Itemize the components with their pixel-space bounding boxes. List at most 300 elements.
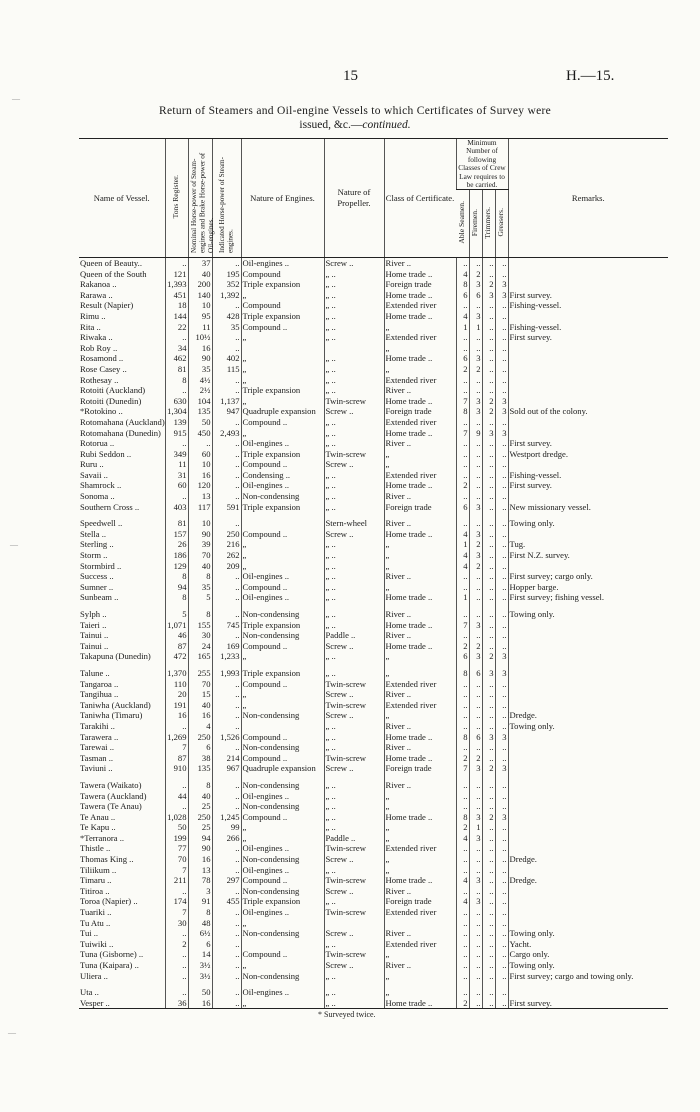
table-cell: Thomas King .. xyxy=(80,854,134,865)
col-header-firemen: Firemen. xyxy=(469,190,482,258)
table-cell: 77 xyxy=(165,843,188,854)
table-cell: Screw .. xyxy=(324,258,384,269)
table-cell: 6 xyxy=(456,290,469,301)
table-cell: .. xyxy=(212,742,241,753)
table-cell: 40 xyxy=(188,791,212,802)
table-cell: Compound .. xyxy=(241,679,324,690)
table-cell: „ .. xyxy=(324,609,384,620)
table-cell: .. xyxy=(482,886,495,897)
table-cell: 250 xyxy=(188,732,212,743)
table-cell: .. xyxy=(482,269,495,280)
table-cell: 60 xyxy=(188,449,212,460)
table-cell: Home trade .. xyxy=(384,353,456,364)
table-cell: First survey. xyxy=(508,290,668,301)
table-cell: Compound .. xyxy=(241,875,324,886)
table-cell: 8 xyxy=(165,375,188,386)
table-cell: .. xyxy=(469,998,482,1009)
table-cell: 110 xyxy=(165,679,188,690)
table-cell: 3 xyxy=(469,812,482,823)
table-cell: Home trade .. xyxy=(384,269,456,280)
table-cell: 50 xyxy=(165,822,188,833)
table-cell: .. xyxy=(469,480,482,491)
table-cell xyxy=(508,843,668,854)
table-cell: .. xyxy=(482,539,495,550)
table-cell: 78 xyxy=(188,875,212,886)
table-cell: 1,245 xyxy=(212,812,241,823)
table-cell: .. xyxy=(469,791,482,802)
table-cell: „ xyxy=(384,343,456,354)
table-cell: 135 xyxy=(188,406,212,417)
table-cell: River .. xyxy=(384,630,456,641)
table-cell: 4 xyxy=(456,561,469,572)
table-row xyxy=(79,609,668,620)
table-cell: Uta .. xyxy=(80,987,99,998)
table-cell: 169 xyxy=(212,641,241,652)
table-cell: 10 xyxy=(188,300,212,311)
table-cell: .. xyxy=(456,987,469,998)
table-row xyxy=(79,322,668,333)
table-cell: .. xyxy=(456,609,469,620)
table-cell: .. xyxy=(495,592,508,603)
vessels-table-body xyxy=(79,258,668,1009)
table-cell: .. xyxy=(495,833,508,844)
table-cell: .. xyxy=(482,375,495,386)
table-cell: Home trade .. xyxy=(384,620,456,631)
table-cell: Timaru .. xyxy=(80,875,112,886)
table-cell: Tuna (Gisborne) .. xyxy=(80,949,144,960)
table-cell: .. xyxy=(469,438,482,449)
table-row xyxy=(79,791,668,802)
table-cell: 3 xyxy=(469,875,482,886)
table-cell: 3 xyxy=(469,502,482,513)
table-cell: „ xyxy=(384,854,456,865)
table-row xyxy=(79,960,668,971)
table-cell: Home trade .. xyxy=(384,529,456,540)
table-cell: Compound xyxy=(241,300,324,311)
table-cell: „ .. xyxy=(324,322,384,333)
table-cell: .. xyxy=(482,364,495,375)
table-cell: Tawera (Auckland) xyxy=(80,790,147,801)
table-row xyxy=(79,812,668,823)
table-cell: 1,071 xyxy=(165,620,188,631)
table-cell: Non-condensing xyxy=(241,854,324,865)
table-cell: 2 xyxy=(456,641,469,652)
table-cell: 6 xyxy=(469,290,482,301)
table-cell: .. xyxy=(495,529,508,540)
col-header-trimmers: Trimmers. xyxy=(482,190,495,258)
table-cell: .. xyxy=(212,332,241,343)
table-cell: .. xyxy=(495,700,508,711)
table-row xyxy=(79,561,668,572)
table-cell: 3 xyxy=(495,428,508,439)
table-cell: 50 xyxy=(188,987,212,998)
table-cell: 266 xyxy=(212,833,241,844)
table-cell: 250 xyxy=(188,812,212,823)
table-cell: 462 xyxy=(165,353,188,364)
table-cell: 186 xyxy=(165,550,188,561)
table-cell: .. xyxy=(495,561,508,572)
table-cell: 8 xyxy=(188,571,212,582)
table-cell: 87 xyxy=(165,753,188,764)
table-cell: Oil-engines .. xyxy=(241,843,324,854)
table-cell: 87 xyxy=(165,641,188,652)
table-cell: .. xyxy=(495,353,508,364)
table-cell: 8 xyxy=(456,812,469,823)
table-cell: 18 xyxy=(165,300,188,311)
table-cell: Tasman .. xyxy=(80,752,114,763)
table-cell: .. xyxy=(482,258,495,269)
table-cell: „ .. xyxy=(324,971,384,982)
table-cell: Taviuni .. xyxy=(80,763,113,774)
table-cell: Oil-engines .. xyxy=(241,438,324,449)
table-cell: 1 xyxy=(469,322,482,333)
table-row xyxy=(79,480,668,491)
table-cell: .. xyxy=(482,417,495,428)
table-cell: Tui .. xyxy=(80,928,99,939)
table-cell: .. xyxy=(495,470,508,481)
table-cell: 8 xyxy=(188,609,212,620)
table-cell: .. xyxy=(212,987,241,998)
table-cell: Triple expansion xyxy=(241,279,324,290)
table-cell: River .. xyxy=(384,438,456,449)
table-cell: .. xyxy=(469,710,482,721)
col-header-propeller: Nature of Propeller. xyxy=(324,139,384,258)
document-reference: H.—15. xyxy=(566,68,615,84)
table-cell: .. xyxy=(482,592,495,603)
page-header xyxy=(0,68,700,90)
table-cell: .. xyxy=(495,907,508,918)
table-cell: .. xyxy=(495,939,508,950)
table-cell: Fishing-vessel. xyxy=(508,322,668,333)
table-cell: .. xyxy=(482,343,495,354)
table-cell: „ xyxy=(241,375,324,386)
table-cell: Titiroa .. xyxy=(80,885,110,896)
table-cell: Tug. xyxy=(508,539,668,550)
table-cell: .. xyxy=(482,518,495,529)
table-cell: .. xyxy=(456,689,469,700)
table-cell: 3 xyxy=(482,290,495,301)
table-cell: „ .. xyxy=(324,417,384,428)
table-cell: Compound .. xyxy=(241,641,324,652)
table-cell: 4 xyxy=(456,311,469,322)
table-cell: 3 xyxy=(495,396,508,407)
table-row xyxy=(79,987,668,998)
table-cell: 6 xyxy=(469,668,482,679)
table-cell: .. xyxy=(469,843,482,854)
table-cell: .. xyxy=(469,679,482,690)
table-cell: 8 xyxy=(456,732,469,743)
table-cell: .. xyxy=(495,311,508,322)
table-cell: Tu Atu .. xyxy=(80,917,111,928)
table-cell: Foreign trade xyxy=(384,502,456,513)
table-cell: .. xyxy=(212,907,241,918)
table-cell: 255 xyxy=(188,668,212,679)
table-cell: .. xyxy=(456,571,469,582)
table-cell: 9 xyxy=(469,428,482,439)
table-cell xyxy=(508,529,668,540)
table-cell: .. xyxy=(482,300,495,311)
table-cell: .. xyxy=(456,491,469,502)
table-cell: .. xyxy=(212,375,241,386)
table-cell: .. xyxy=(212,780,241,791)
table-row xyxy=(79,417,668,428)
table-cell: .. xyxy=(469,939,482,950)
table-cell: River .. xyxy=(384,385,456,396)
table-cell: Extended river xyxy=(384,939,456,950)
table-cell: „ xyxy=(241,332,324,343)
table-row xyxy=(79,801,668,812)
table-row xyxy=(79,502,668,513)
table-cell: 2 xyxy=(469,269,482,280)
table-cell: .. xyxy=(456,721,469,732)
table-cell: 70 xyxy=(188,679,212,690)
table-cell: .. xyxy=(469,385,482,396)
table-cell: Rose Casey .. xyxy=(80,363,127,374)
table-cell: .. xyxy=(495,609,508,620)
table-cell: „ .. xyxy=(324,582,384,593)
table-cell: Screw .. xyxy=(324,928,384,939)
table-cell: .. xyxy=(482,459,495,470)
table-cell: Quadruple expansion xyxy=(241,406,324,417)
table-cell: Paddle .. xyxy=(324,630,384,641)
table-cell: 2 xyxy=(482,396,495,407)
table-cell: .. xyxy=(165,949,188,960)
table-cell: 139 xyxy=(165,417,188,428)
table-cell: .. xyxy=(495,491,508,502)
table-cell: Extended river xyxy=(384,375,456,386)
table-cell: 6 xyxy=(188,742,212,753)
table-cell: .. xyxy=(482,987,495,998)
table-cell: 3 xyxy=(469,620,482,631)
table-cell: 2 xyxy=(482,279,495,290)
table-cell: Rosamond .. xyxy=(80,353,124,364)
table-cell: 1,393 xyxy=(165,279,188,290)
table-cell: Result (Napier) xyxy=(80,300,134,311)
table-cell: River .. xyxy=(384,609,456,620)
table-row xyxy=(79,269,668,280)
table-cell: Savaii .. xyxy=(80,469,108,480)
table-cell: .. xyxy=(469,721,482,732)
table-row xyxy=(79,539,668,550)
table-cell: 428 xyxy=(212,311,241,322)
table-cell xyxy=(508,417,668,428)
table-row xyxy=(79,550,668,561)
table-cell: .. xyxy=(482,939,495,950)
table-cell: .. xyxy=(212,630,241,641)
table-cell: .. xyxy=(495,822,508,833)
col-header-able-seamen: Able Seamen. xyxy=(456,190,469,258)
col-header-tons: Tons Register. xyxy=(165,139,188,258)
table-cell: .. xyxy=(469,949,482,960)
table-row xyxy=(79,438,668,449)
table-cell: .. xyxy=(212,438,241,449)
table-cell: 7 xyxy=(456,763,469,774)
vessels-table xyxy=(79,138,668,1009)
table-cell: .. xyxy=(212,918,241,929)
table-cell: 4 xyxy=(456,896,469,907)
table-cell: .. xyxy=(212,865,241,876)
table-cell: 25 xyxy=(188,801,212,812)
table-cell: .. xyxy=(482,865,495,876)
table-cell: „ .. xyxy=(324,987,384,998)
table-cell: 1,028 xyxy=(165,812,188,823)
table-cell xyxy=(508,343,668,354)
table-cell: 38 xyxy=(188,753,212,764)
table-cell: .. xyxy=(495,960,508,971)
table-cell xyxy=(508,311,668,322)
table-cell: „ .. xyxy=(324,279,384,290)
table-cell: Twin-screw xyxy=(324,843,384,854)
table-cell: River .. xyxy=(384,491,456,502)
table-cell: Tiliikum .. xyxy=(80,864,117,875)
table-row xyxy=(79,620,668,631)
table-cell: Twin-screw xyxy=(324,679,384,690)
table-cell: River .. xyxy=(384,886,456,897)
table-cell: .. xyxy=(469,987,482,998)
table-cell: Compound .. xyxy=(241,322,324,333)
table-cell: .. xyxy=(482,353,495,364)
table-cell: 3 xyxy=(495,732,508,743)
table-cell: Toroa (Napier) .. xyxy=(80,896,138,907)
table-cell: 35 xyxy=(212,322,241,333)
table-cell: 3 xyxy=(469,896,482,907)
table-cell: Home trade .. xyxy=(384,753,456,764)
table-cell xyxy=(508,651,668,662)
table-cell: „ .. xyxy=(324,801,384,812)
table-cell: .. xyxy=(456,886,469,897)
table-cell: .. xyxy=(482,896,495,907)
table-cell: .. xyxy=(456,343,469,354)
table-cell: .. xyxy=(495,689,508,700)
table-cell: 95 xyxy=(188,311,212,322)
table-cell: 967 xyxy=(212,763,241,774)
table-cell: .. xyxy=(482,322,495,333)
table-cell: „ .. xyxy=(324,791,384,802)
table-cell: .. xyxy=(495,375,508,386)
table-cell: .. xyxy=(495,865,508,876)
table-cell: Rothesay .. xyxy=(80,374,119,385)
table-cell: Oil-engines .. xyxy=(241,571,324,582)
table-cell: .. xyxy=(456,459,469,470)
table-cell: .. xyxy=(212,721,241,732)
table-cell xyxy=(508,833,668,844)
table-cell: Paddle .. xyxy=(324,833,384,844)
table-cell: .. xyxy=(482,907,495,918)
table-cell: 50 xyxy=(188,417,212,428)
table-cell: 16 xyxy=(188,470,212,481)
table-cell: .. xyxy=(165,801,188,812)
table-cell: .. xyxy=(456,843,469,854)
table-cell xyxy=(324,918,384,929)
table-cell: Extended river xyxy=(384,679,456,690)
table-cell: .. xyxy=(482,470,495,481)
table-cell: *Rotokino .. xyxy=(80,406,123,417)
table-cell: .. xyxy=(212,949,241,960)
table-cell: 1 xyxy=(456,539,469,550)
table-cell xyxy=(508,763,668,774)
table-cell: 297 xyxy=(212,875,241,886)
table-cell: .. xyxy=(212,939,241,950)
table-cell: .. xyxy=(482,311,495,322)
table-cell: 3 xyxy=(469,550,482,561)
table-cell: „ xyxy=(241,353,324,364)
table-cell: Tawera (Te Anau) xyxy=(80,801,142,812)
table-cell xyxy=(508,780,668,791)
table-cell: „ xyxy=(241,833,324,844)
table-cell: .. xyxy=(165,332,188,343)
table-cell: 915 xyxy=(165,428,188,439)
table-cell: .. xyxy=(165,385,188,396)
table-cell: .. xyxy=(469,801,482,812)
table-cell: 4½ xyxy=(188,375,212,386)
table-cell: .. xyxy=(456,630,469,641)
table-cell: 3 xyxy=(482,732,495,743)
table-cell: 20 xyxy=(165,689,188,700)
table-cell: .. xyxy=(495,539,508,550)
table-cell: „ .. xyxy=(324,822,384,833)
table-cell xyxy=(508,491,668,502)
table-cell: Westport dredge. xyxy=(508,449,668,460)
table-cell: Stormbird .. xyxy=(80,560,122,571)
table-cell: Fishing-vessel. xyxy=(508,300,668,311)
table-cell: 135 xyxy=(188,763,212,774)
table-cell: .. xyxy=(495,875,508,886)
table-cell: River .. xyxy=(384,928,456,939)
table-cell: Oil-engines .. xyxy=(241,865,324,876)
table-cell: 44 xyxy=(165,791,188,802)
table-cell: .. xyxy=(482,753,495,764)
table-cell: 1,526 xyxy=(212,732,241,743)
table-cell: „ xyxy=(241,700,324,711)
table-cell: Home trade .. xyxy=(384,396,456,407)
table-cell: .. xyxy=(469,960,482,971)
table-cell: Tuna (Kaipara) .. xyxy=(80,960,139,970)
table-cell: 16 xyxy=(188,998,212,1009)
table-row xyxy=(79,396,668,407)
table-cell xyxy=(241,518,324,529)
table-cell: 13 xyxy=(188,491,212,502)
table-row xyxy=(79,385,668,396)
table-cell: 36 xyxy=(165,998,188,1009)
table-cell: .. xyxy=(495,343,508,354)
table-cell: Rob Roy .. xyxy=(80,342,118,353)
table-cell: „ xyxy=(241,651,324,662)
table-cell: .. xyxy=(482,529,495,540)
table-cell: Taniwha (Timaru) xyxy=(80,710,143,721)
table-row xyxy=(79,742,668,753)
table-cell: 4 xyxy=(456,529,469,540)
table-cell: 4 xyxy=(456,550,469,561)
table-row xyxy=(79,364,668,375)
table-cell: 6 xyxy=(456,502,469,513)
col-header-engines: Nature of Engines. xyxy=(241,139,324,258)
table-cell: .. xyxy=(165,258,188,269)
table-cell: 90 xyxy=(188,353,212,364)
table-cell: .. xyxy=(165,886,188,897)
table-cell: „ .. xyxy=(324,332,384,343)
table-row xyxy=(79,721,668,732)
table-cell: .. xyxy=(212,710,241,721)
table-cell: .. xyxy=(482,780,495,791)
table-row xyxy=(79,592,668,603)
table-cell: 451 xyxy=(165,290,188,301)
table-cell: 450 xyxy=(188,428,212,439)
table-row xyxy=(79,641,668,652)
table-cell: „ xyxy=(384,550,456,561)
table-cell: 16 xyxy=(165,710,188,721)
table-cell: .. xyxy=(456,949,469,960)
table-cell: „ .. xyxy=(324,385,384,396)
